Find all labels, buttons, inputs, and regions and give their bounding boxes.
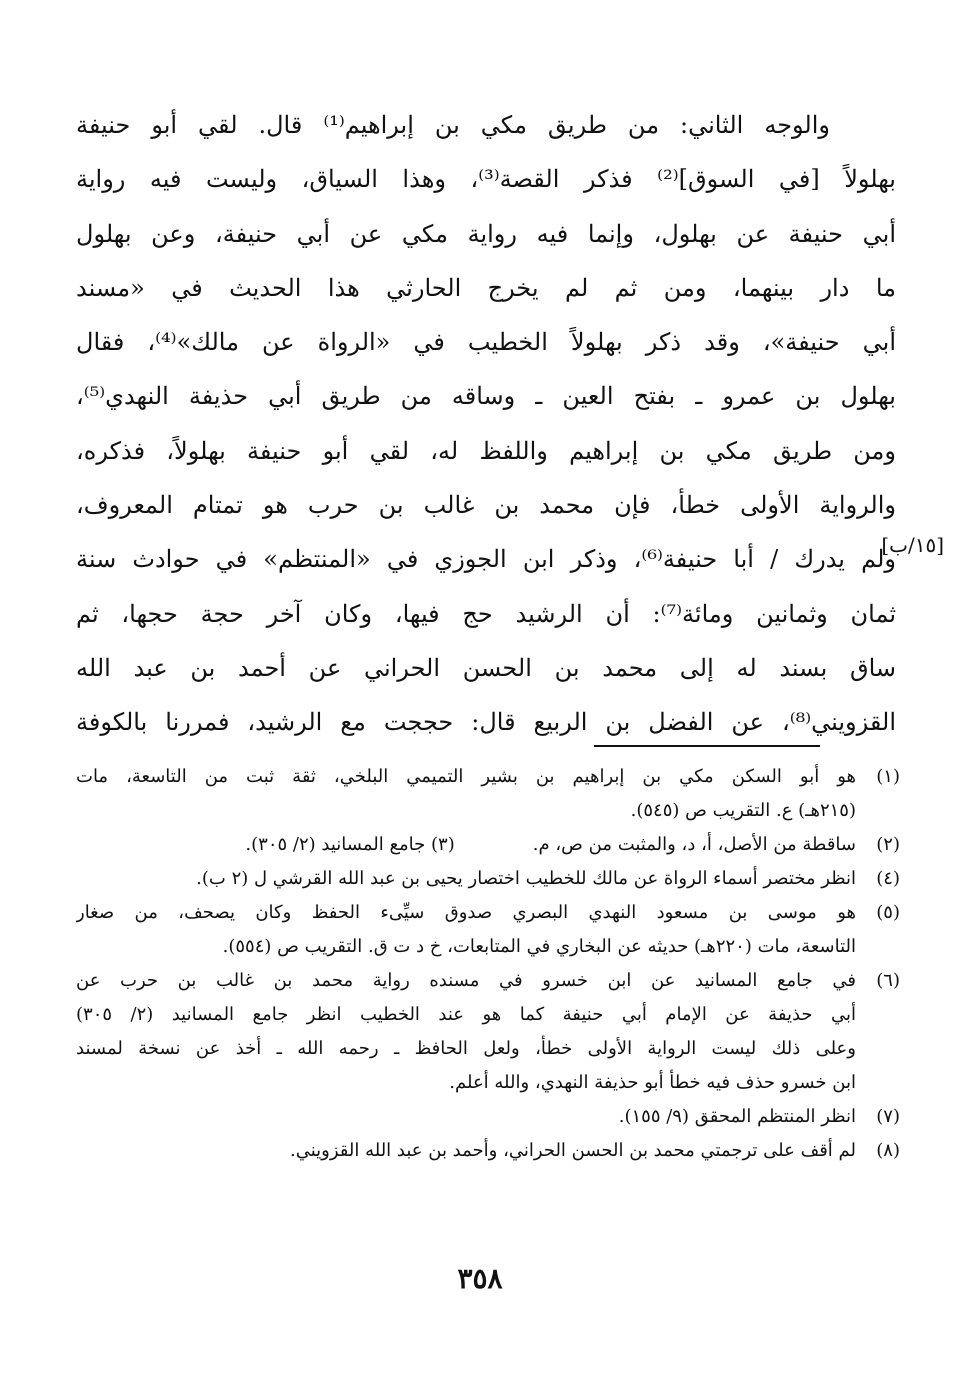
footnote-3-text: جامع المسانيد (٢/ ٣٠٥). <box>245 834 426 855</box>
text-line-11: ساق بسند له إلى محمد بن الحسن الحراني عن أحمد بن عبد الله <box>76 653 896 682</box>
text-line-5: أبي حنيفة»، وقد ذكر بهلولاً الخطيب في «الرواة عن مالك»⁽⁴⁾، فقال <box>76 328 896 357</box>
manuscript-folio-note: [١٥/ب] <box>881 533 944 557</box>
footnote-number: (٧) <box>876 1106 900 1127</box>
main-text <box>76 98 896 750</box>
footnote-1 <box>76 760 900 828</box>
footnote-number: (٤) <box>876 868 900 889</box>
footnote-line: (٢١٥هـ) ع. التقريب ص (٥٤٥). <box>630 800 856 821</box>
footnote-2-3 <box>76 828 900 862</box>
footnote-separator <box>594 745 820 747</box>
footnote-line: في جامع المسانيد عن ابن خسرو في مسنده رواية محمد بن غالب بن حرب عن <box>76 970 856 991</box>
footnote-line: هو موسى بن مسعود النهدي البصري صدوق سيِّىء الحفظ وكان يصحف، من صغار <box>76 902 856 923</box>
footnote-line <box>76 828 856 862</box>
footnotes <box>76 760 900 1168</box>
text-line-10: ثمان وثمانين ومائة⁽⁷⁾: أن الرشيد حج فيها، وكان آخر حجة حجها، ثم <box>76 599 896 628</box>
footnote-line: هو أبو السكن مكي بن إبراهيم بن بشير التميمي البلخي، ثقة ثبت من التاسعة، مات <box>76 766 856 787</box>
footnote-number: (١) <box>876 766 900 787</box>
text-line-4: ما دار بينهما، ومن ثم لم يخرج الحارثي هذا الحديث في «مسند <box>76 273 896 302</box>
page-number: ٣٥٨ <box>457 1262 503 1295</box>
footnote-4 <box>76 862 900 896</box>
text-line-7: ومن طريق مكي بن إبراهيم واللفظ له، لقي أبو حنيفة بهلولاً، فذكره، <box>76 436 896 465</box>
text-line-3: أبي حنيفة عن بهلول، وإنما فيه رواية مكي عن أبي حنيفة، وعن بهلول <box>76 219 896 248</box>
footnote-2-text: ساقطة من الأصل، أ، د، والمثبت من ص، م. <box>532 834 856 855</box>
text-line-2: بهلولاً [في السوق]⁽²⁾ فذكر القصة⁽³⁾، وهذا السياق، وليست فيه رواية <box>76 165 896 194</box>
footnote-6 <box>76 964 900 1100</box>
footnote-line: أبي حذيفة عن الإمام أبي حنيفة كما هو عند الخطيب انظر جامع المسانيد (٢/ ٣٠٥) <box>76 1004 856 1025</box>
footnote-number: (٢) <box>876 834 900 855</box>
footnote-line: وعلى ذلك ليست الرواية الأولى خطأ، ولعل الحافظ ـ رحمه الله ـ أخذ عن نسخة لمسند <box>76 1038 856 1059</box>
footnote-line: انظر المنتظم المحقق (٩/ ١٥٥). <box>618 1106 856 1127</box>
footnote-5 <box>76 896 900 964</box>
footnote-line: التاسعة، مات (٢٢٠هـ) حديثه عن البخاري في المتابعات، خ د ت ق. التقريب ص (٥٥٤). <box>222 936 856 957</box>
footnote-line: ابن خسرو حذف فيه خطأ أبو حذيفة النهدي، والله أعلم. <box>449 1072 856 1093</box>
text-line-9: ولم يدرك / أبا حنيفة⁽⁶⁾، وذكر ابن الجوزي في «المنتظم» في حوادث سنة <box>76 545 896 574</box>
footnote-number: (٥) <box>876 902 900 923</box>
text-line-6: بهلول بن عمرو ـ بفتح العين ـ وساقه من طريق أبي حذيفة النهدي⁽⁵⁾، <box>76 382 896 411</box>
text-line-12: القزويني⁽⁸⁾، عن الفضل بن الربيع قال: حججت مع الرشيد، فمررنا بالكوفة <box>76 708 896 737</box>
footnote-number: (٦) <box>876 970 900 991</box>
footnote-3-number: (٣) <box>431 834 455 855</box>
footnote-number: (٨) <box>876 1140 900 1161</box>
footnote-line: انظر مختصر أسماء الرواة عن مالك للخطيب اختصار يحيى بن عبد الله القرشي ل (٢ ب). <box>196 868 856 889</box>
footnote-line: لم أقف على ترجمتي محمد بن الحسن الحراني، وأحمد بن عبد الله القزويني. <box>289 1140 856 1161</box>
text-line-1: والوجه الثاني: من طريق مكي بن إبراهيم⁽¹⁾ قال. لقي أبو حنيفة <box>76 111 831 139</box>
footnote-8 <box>76 1134 900 1168</box>
footnote-7 <box>76 1100 900 1134</box>
text-line-8: والرواية الأولى خطأ، فإن محمد بن غالب بن حرب هو تمتام المعروف، <box>76 491 896 520</box>
